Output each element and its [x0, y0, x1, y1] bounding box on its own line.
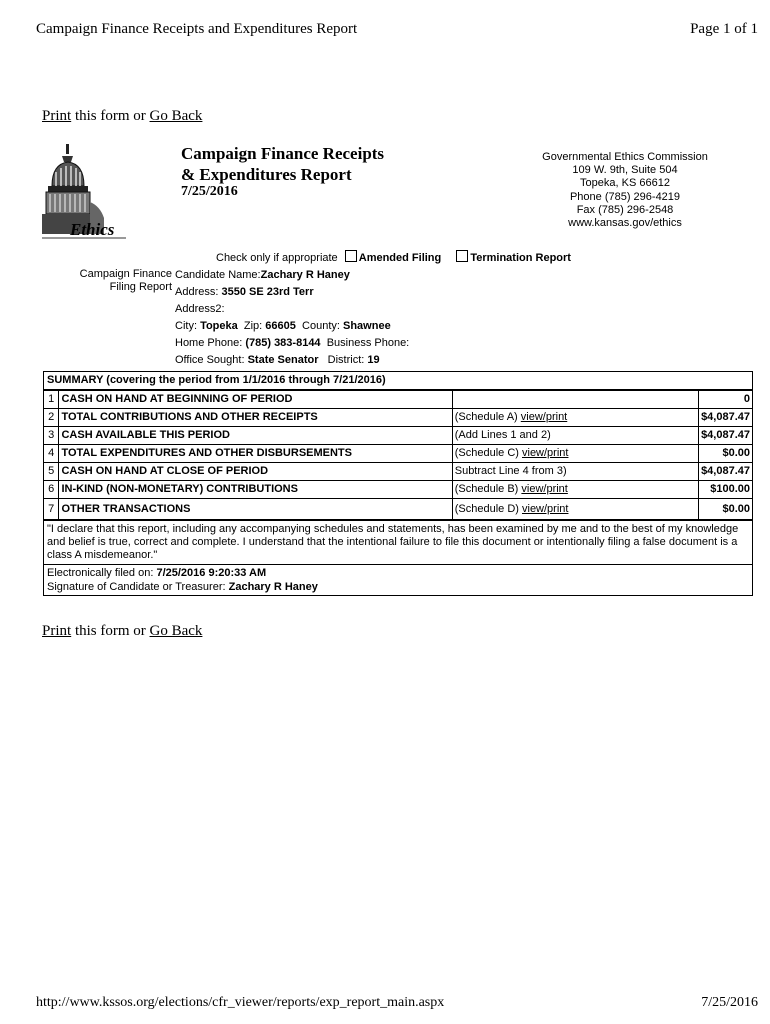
table-row [44, 391, 752, 409]
amended-filing-checkbox[interactable] [345, 250, 357, 262]
filed-on-row [47, 566, 749, 580]
report-date: 7/25/2016 [181, 184, 238, 199]
print-link[interactable]: Print [42, 108, 72, 124]
zip-value: 66605 [265, 320, 296, 332]
go-back-link[interactable]: Go Back [149, 108, 203, 124]
commission-name: Governmental Ethics Commission [542, 151, 708, 163]
footer-date: 7/25/2016 [701, 995, 758, 1010]
county-value: Shawnee [343, 320, 391, 332]
filing-info [44, 564, 752, 595]
filed-on-label: Electronically filed on: [47, 567, 154, 579]
summary-heading: SUMMARY (covering the period from 1/1/2016 through 7/21/2016) [44, 372, 752, 390]
office-label: Office Sought: [175, 354, 245, 366]
row-amount: $0.00 [699, 499, 752, 520]
row-amount: $100.00 [699, 481, 752, 499]
report-title-line-2: & Expenditures Report [181, 165, 352, 184]
commission-address: 109 W. 9th, Suite 504 [572, 164, 678, 177]
zip-label: Zip: [243, 320, 263, 332]
row-amount: $0.00 [699, 445, 752, 463]
address2-label: Address2: [175, 303, 225, 315]
schedule-text: Subtract Line 4 from 3) [454, 465, 567, 477]
county-label: County: [302, 320, 340, 332]
table-row [44, 481, 752, 499]
commission-website: www.kansas.gov/ethics [568, 217, 682, 230]
filing-report-label-line-1: Campaign Finance [79, 268, 172, 280]
termination-report-label: Termination Report [470, 252, 571, 264]
table-row [44, 445, 752, 463]
summary-rows [44, 390, 752, 520]
row-description: TOTAL EXPENDITURES AND OTHER DISBURSEMENTS [59, 445, 452, 463]
signature-row [47, 580, 749, 594]
summary-table [43, 371, 753, 596]
address-row [175, 284, 409, 301]
row-amount: $4,087.47 [699, 427, 752, 445]
schedule-d-view-print-link[interactable]: view/print [522, 502, 569, 515]
termination-report-checkbox[interactable] [456, 250, 468, 262]
check-label: Check only if appropriate [216, 252, 338, 264]
schedule-c-view-print-link[interactable]: view/print [522, 447, 569, 459]
city-row [175, 318, 409, 335]
filing-report-label-line-2: Filing Report [109, 281, 172, 293]
table-row [44, 427, 752, 445]
filing-type-row [216, 250, 571, 267]
schedule-text: (Schedule A) [454, 411, 521, 423]
table-row [44, 409, 752, 427]
candidate-name-row [175, 267, 409, 284]
row-amount: 0 [699, 391, 752, 409]
schedule-text: (Schedule D) [454, 502, 522, 515]
district-label: District: [327, 354, 365, 366]
home-phone-value: (785) 383-8144 [245, 337, 321, 349]
candidate-name-label: Candidate Name: [175, 269, 261, 281]
row-amount: $4,087.47 [699, 463, 752, 481]
commission-fax: Fax (785) 296-2548 [576, 203, 674, 216]
schedule-text: (Schedule B) [454, 483, 522, 495]
row-description: CASH ON HAND AT BEGINNING OF PERIOD [59, 391, 452, 409]
commission-contact [520, 151, 730, 230]
table-row [44, 499, 752, 520]
candidate-name: Zachary R Haney [260, 269, 350, 281]
row-schedule [452, 427, 698, 445]
commission-phone: Phone (785) 296-4219 [569, 190, 681, 203]
row-number: 1 [44, 391, 59, 409]
ethics-commission-logo [40, 142, 130, 242]
row-schedule [452, 445, 698, 463]
filing-report-label [60, 268, 172, 294]
office-value: State Senator [247, 354, 319, 366]
row-amount: $4,087.47 [699, 409, 752, 427]
row-number: 3 [44, 427, 59, 445]
office-row [175, 352, 409, 369]
go-back-link-bottom[interactable]: Go Back [149, 623, 203, 639]
signature-label: Signature of Candidate or Treasurer: [47, 581, 226, 593]
row-description: CASH ON HAND AT CLOSE OF PERIOD [59, 463, 452, 481]
commission-city: Topeka, KS 66612 [580, 177, 670, 190]
row-schedule [452, 481, 698, 499]
svg-text:Ethics: Ethics [70, 220, 115, 239]
table-row [44, 463, 752, 481]
city-label: City: [175, 320, 197, 332]
row-description: OTHER TRANSACTIONS [59, 499, 452, 520]
document-header-title: Campaign Finance Receipts and Expenditures Report [36, 21, 358, 37]
candidate-info [175, 267, 409, 369]
filed-on-value: 7/25/2016 9:20:33 AM [156, 567, 267, 579]
schedule-text: (Add Lines 1 and 2) [454, 429, 551, 441]
home-phone-label: Home Phone: [175, 337, 243, 349]
row-number: 6 [44, 481, 59, 499]
bottom-nav [42, 623, 202, 640]
address-label: Address: [175, 286, 219, 298]
row-number: 7 [44, 499, 59, 520]
business-phone-label: Business Phone: [326, 337, 410, 349]
row-number: 4 [44, 445, 59, 463]
report-title [181, 143, 384, 185]
amended-filing-label: Amended Filing [358, 252, 442, 264]
report-title-line-1: Campaign Finance Receipts [181, 144, 385, 163]
row-description: IN-KIND (NON-MONETARY) CONTRIBUTIONS [59, 481, 452, 499]
page-number: Page 1 of 1 [690, 21, 758, 37]
schedule-a-view-print-link[interactable]: view/print [520, 411, 568, 423]
row-schedule [452, 391, 698, 409]
schedule-b-view-print-link[interactable]: view/print [521, 483, 568, 495]
address-value: 3550 SE 23rd Terr [221, 286, 314, 298]
phone-row [175, 335, 409, 352]
declaration-text: "I declare that this report, including any accompanying schedules and statements, has been examined by me and to the best of my knowledge and belief is true, correct and complete. I understand that the intentional failure to file this document or intentionally filing a false document is a class A misdemeanor." [44, 520, 752, 564]
row-number: 2 [44, 409, 59, 427]
signature-value: Zachary R Haney [228, 581, 318, 593]
row-schedule [452, 463, 698, 481]
row-schedule [452, 409, 698, 427]
city-value: Topeka [200, 320, 238, 332]
row-description: CASH AVAILABLE THIS PERIOD [59, 427, 452, 445]
address2-row [175, 301, 409, 318]
district-value: 19 [367, 354, 380, 366]
schedule-text: (Schedule C) [454, 447, 522, 459]
footer-url: http://www.kssos.org/elections/cfr_viewer/reports/exp_report_main.aspx [36, 995, 445, 1010]
row-description: TOTAL CONTRIBUTIONS AND OTHER RECEIPTS [59, 409, 452, 427]
nav-text: this form or [71, 108, 150, 124]
nav-text-bottom: this form or [71, 623, 150, 639]
row-schedule [452, 499, 698, 520]
print-link-bottom[interactable]: Print [42, 623, 72, 639]
top-nav [42, 108, 202, 125]
row-number: 5 [44, 463, 59, 481]
